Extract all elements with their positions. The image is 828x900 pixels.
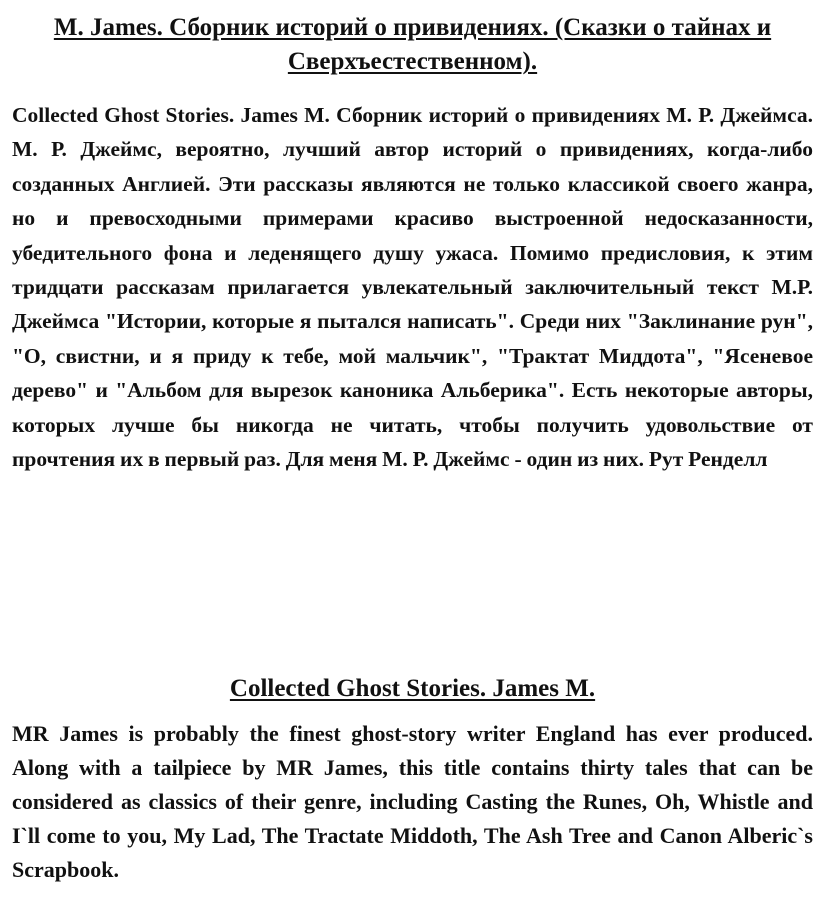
document-page	[12, 0, 813, 900]
english-title: Collected Ghost Stories. James M.	[229, 675, 596, 702]
russian-description: Collected Ghost Stories. James M. Сборник историй о привидениях М. Р. Джеймса. М. Р. Джеймс, вероятно, лучший автор историй о привидениях, когда-либо созданных Англией. Эти рассказы являются не только классикой своего жанра, но и превосходными примерами красиво выстроенной недосказанности, убедительного фона и леденящего душу ужаса. Помимо предисловия, к этим тридцати рассказам прилагается увлекательный заключительный текст М.Р. Джеймса "Истории, которые я пытался написать". Среди них "Заклинание рун", "О, свистни, и я приду к тебе, мой мальчик", "Трактат Миддота", "Ясеневое дерево" и "Альбом для вырезок каноника Альберика". Есть некоторые авторы, которых лучше бы никогда не читать, чтобы получить удовольствие от прочтения их в первый раз. Для меня М. Р. Джеймс - один из них. Рут Ренделл	[12, 103, 813, 472]
russian-title: M. James. Сборник историй о привидениях. (Сказки о тайнах и Сверхъестественном).	[53, 14, 772, 75]
english-description: MR James is probably the finest ghost-story writer England has ever produced. Along with a tailpiece by MR James, this title contains thirty tales that can be considered as classics of their genre, including Casting the Runes, Oh, Whistle and I`ll come to you, My Lad, The Tractate Middoth, The Ash Tree and Canon Alberic`s Scrapbook.	[12, 721, 813, 882]
